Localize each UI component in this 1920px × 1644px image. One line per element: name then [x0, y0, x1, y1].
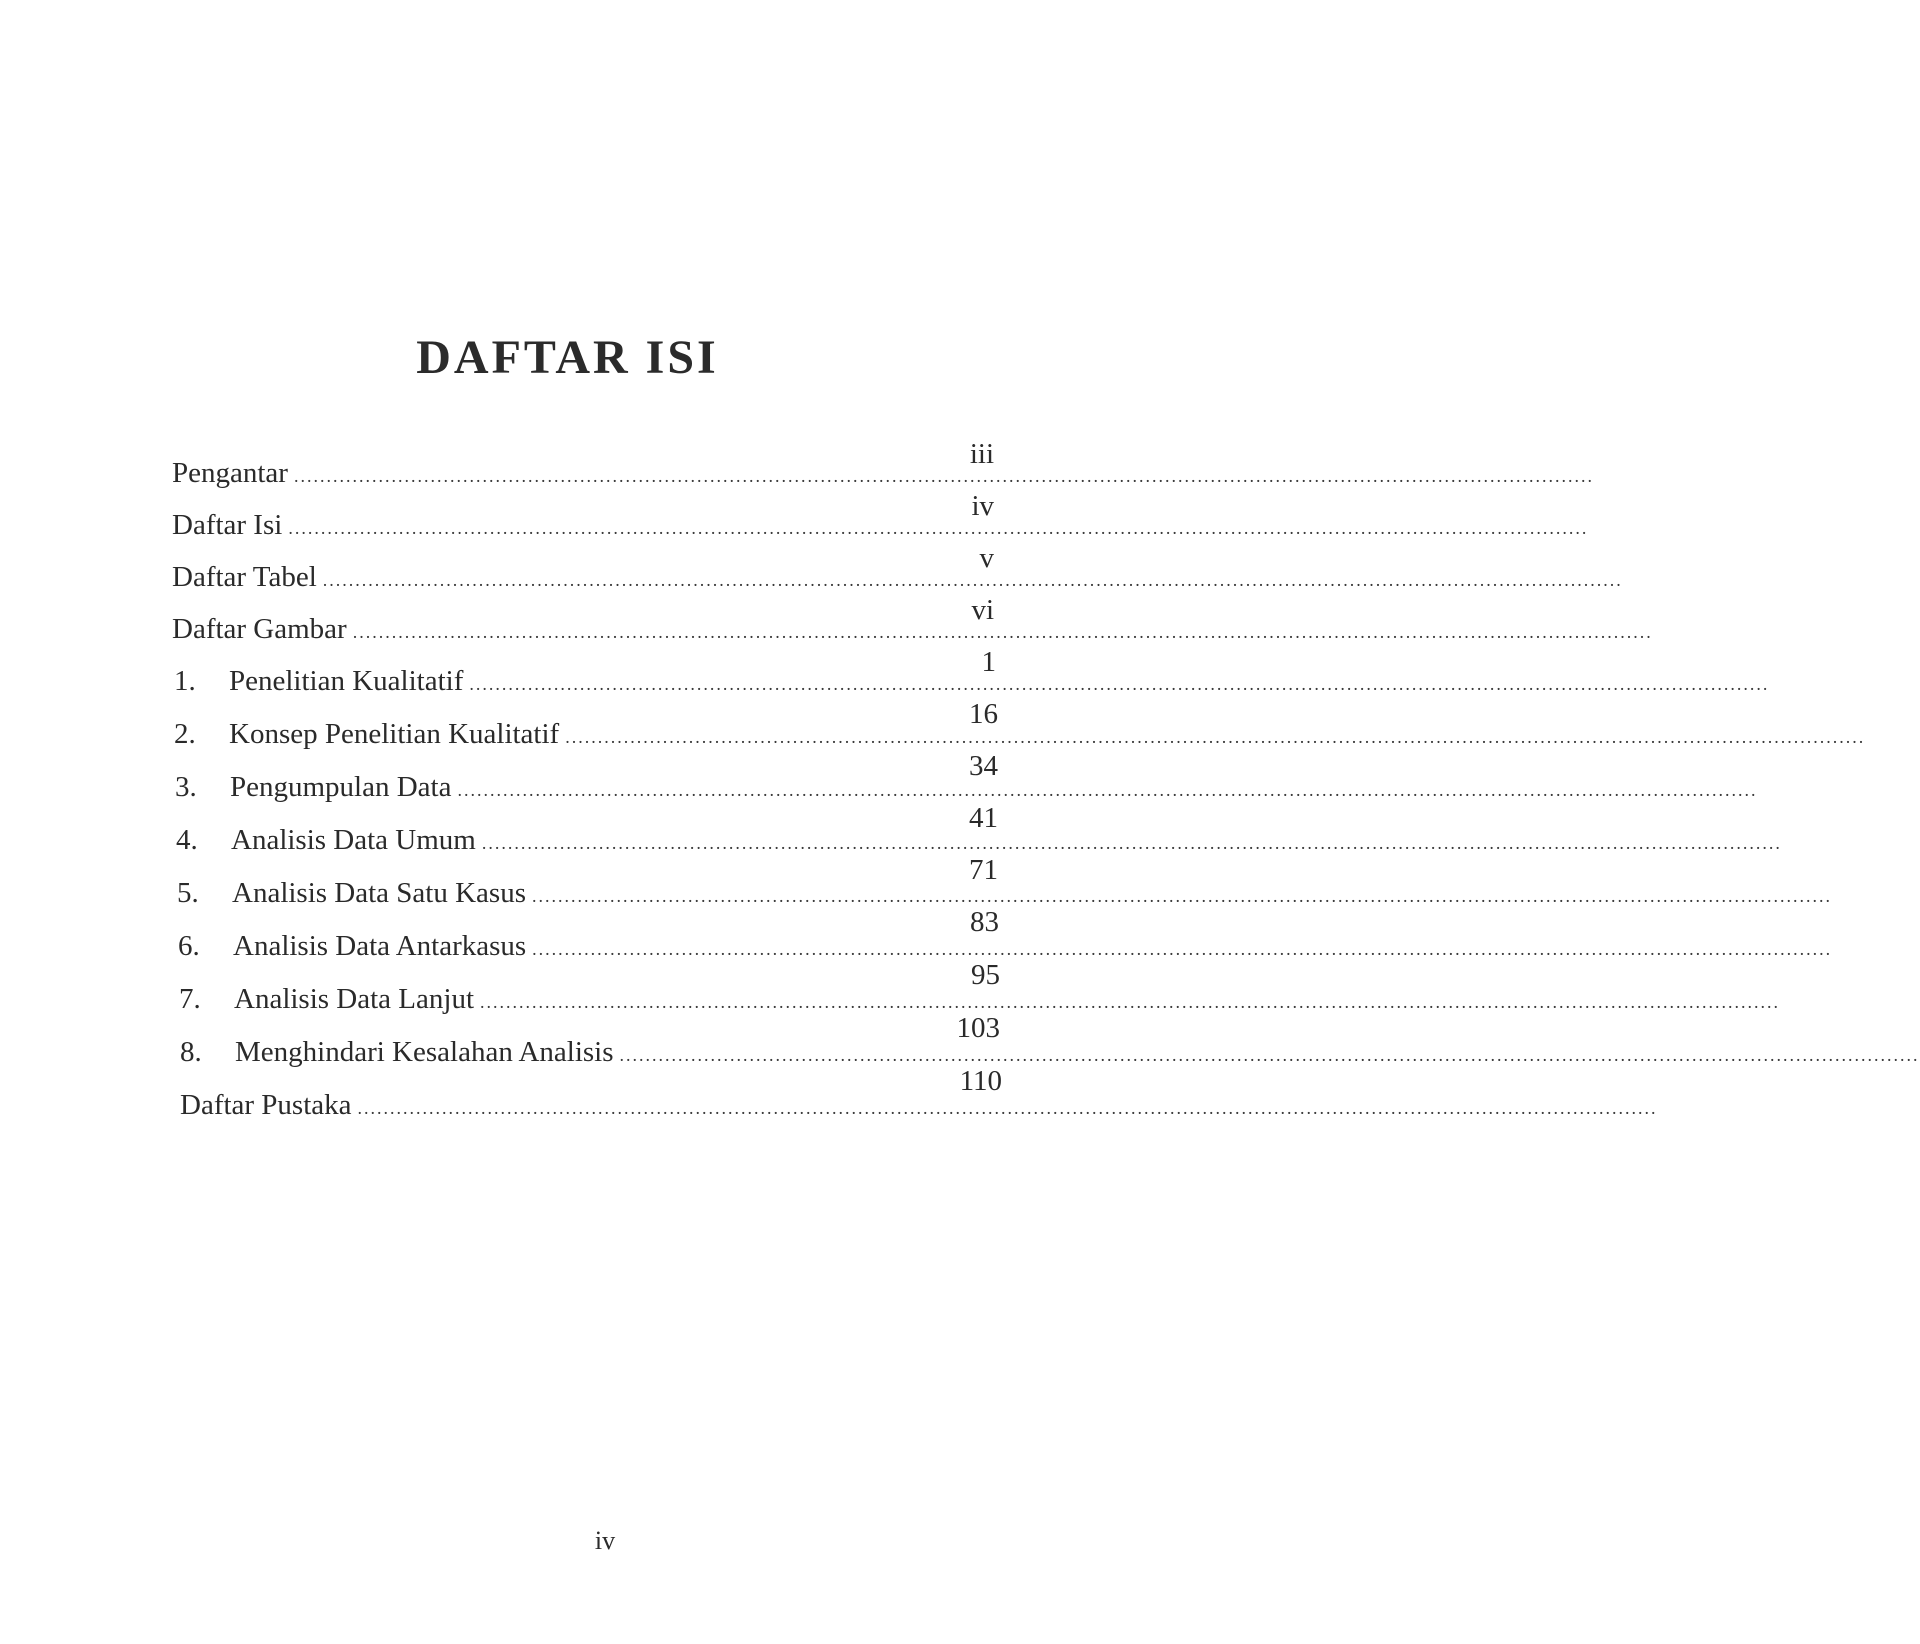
toc-entry-page: 34 — [969, 750, 998, 782]
toc-entry-page: vi — [971, 594, 994, 626]
toc-entry-number: 7. — [179, 983, 201, 1015]
toc-entry-page: 16 — [969, 698, 998, 730]
toc-entry-number: 4. — [176, 824, 198, 856]
toc-entry-page: 103 — [956, 1012, 1000, 1044]
toc-entry-number: 8. — [180, 1036, 202, 1068]
dot-leader: ........................................................................................................................................................................................................ — [322, 570, 1623, 590]
toc-entry-label: Analisis Data Lanjut — [234, 983, 475, 1015]
toc-entry-label: Pengumpulan Data — [230, 771, 452, 803]
toc-entry-label: Pengantar — [172, 457, 288, 489]
dot-leader: ........................................................................................................................................................................................................ — [357, 1098, 1658, 1118]
toc-entry-page: 41 — [969, 802, 998, 834]
dot-leader: ........................................................................................................................................................................................................ — [480, 992, 1781, 1012]
toc-entry-label: Analisis Data Umum — [231, 824, 476, 856]
toc-entry-page: v — [979, 542, 994, 574]
dot-leader: ........................................................................................................................................................................................................ — [481, 833, 1782, 853]
toc-entry-label: Menghindari Kesalahan Analisis — [235, 1036, 614, 1068]
toc-entry-label: Daftar Gambar — [172, 613, 347, 645]
toc-entry-page: 71 — [969, 854, 998, 886]
toc-entry-label: Daftar Tabel — [172, 561, 317, 593]
dot-leader: ........................................................................................................................................................................................................ — [619, 1045, 1920, 1065]
toc-entry-label: Penelitian Kualitatif — [229, 665, 464, 697]
dot-leader: ........................................................................................................................................................................................................ — [532, 886, 1832, 906]
toc-entry-number: 5. — [177, 877, 199, 909]
toc-entry-page: 1 — [981, 646, 996, 678]
dot-leader: ........................................................................................................................................................................................................ — [288, 518, 1589, 538]
dot-leader: ........................................................................................................................................................................................................ — [352, 622, 1653, 642]
toc-entry-page: 83 — [970, 906, 999, 938]
toc-entry-number: 3. — [175, 771, 197, 803]
toc-entry-page: 110 — [959, 1065, 1002, 1097]
page-number: iv — [594, 1526, 616, 1555]
toc-entry-label: Daftar Isi — [172, 509, 283, 541]
toc-entry-number: 6. — [178, 930, 200, 962]
toc-entry-label: Daftar Pustaka — [180, 1089, 352, 1121]
page-title: DAFTAR ISI — [416, 331, 719, 385]
toc-entry-page: 95 — [971, 959, 1000, 991]
dot-leader: ........................................................................................................................................................................................................ — [457, 780, 1758, 800]
dot-leader: ........................................................................................................................................................................................................ — [469, 674, 1770, 694]
toc-entry-label: Konsep Penelitian Kualitatif — [229, 718, 560, 750]
dot-leader: ........................................................................................................................................................................................................ — [565, 727, 1866, 747]
dot-leader: ........................................................................................................................................................................................................ — [532, 939, 1833, 959]
toc-entry-number: 2. — [174, 718, 196, 750]
dot-leader: ........................................................................................................................................................................................................ — [293, 466, 1594, 486]
toc-entry-number: 1. — [174, 665, 196, 697]
toc-entry-label: Analisis Data Satu Kasus — [232, 877, 526, 909]
toc-entry-page: iii — [969, 438, 994, 470]
toc-entry-page: iv — [971, 490, 994, 522]
toc-entry — [172, 552, 1623, 593]
toc-entry-label: Analisis Data Antarkasus — [233, 930, 527, 962]
toc-entry — [174, 656, 1770, 697]
